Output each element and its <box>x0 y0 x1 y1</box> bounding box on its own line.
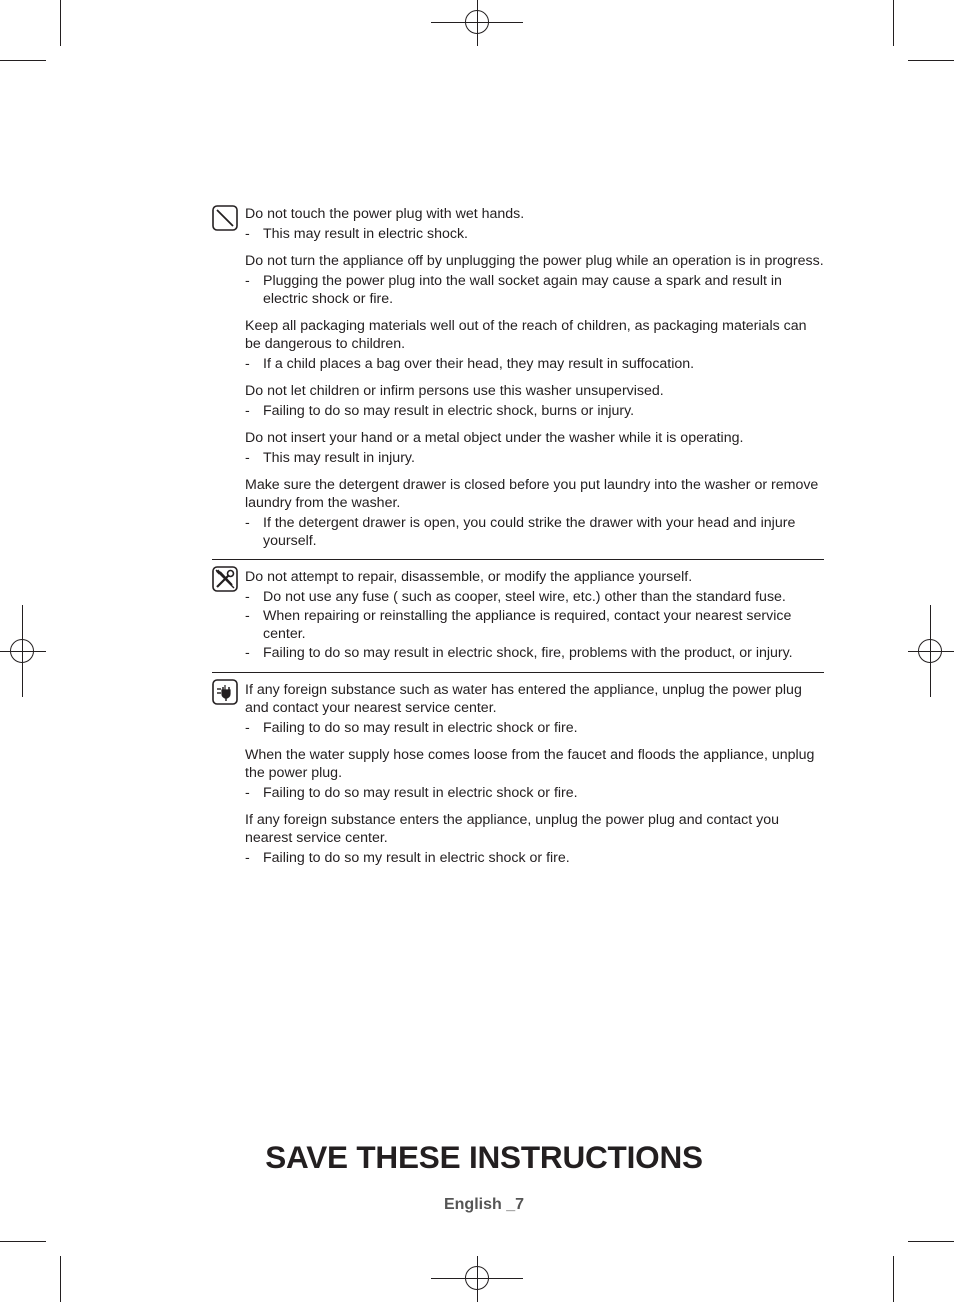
bullet-text: Failing to do so may result in electric shock, fire, problems with the product, or injury. <box>263 645 793 661</box>
prohibition-section <box>212 205 824 550</box>
bullet-point <box>245 449 824 467</box>
page-number: English _7 <box>443 1196 525 1213</box>
bullet-point <box>245 514 824 550</box>
warning-item <box>245 205 824 243</box>
item-title: If any foreign substance such as water has entered the appliance, unplug the power plug and contact your nearest service center. <box>245 682 802 716</box>
bullet-point <box>245 784 824 802</box>
bullet-point <box>245 402 824 420</box>
bullet-dash: - <box>245 226 250 242</box>
crop-mark <box>60 0 61 46</box>
bullet-dash: - <box>245 850 250 866</box>
unplug-section <box>212 672 824 867</box>
item-title: Keep all packaging materials well out of the reach of children, as packaging materials can be dangerous to children. <box>245 318 807 352</box>
safety-content <box>212 205 824 876</box>
item-title: Do not let children or infirm persons use this washer unsupervised. <box>245 383 664 399</box>
item-title: Do not attempt to repair, disassemble, or modify the appliance yourself. <box>245 569 693 585</box>
item-title: Do not turn the appliance off by unplugging the power plug while an operation is in progress. <box>245 253 824 269</box>
bullet-point <box>245 607 824 643</box>
registration-target <box>918 639 942 663</box>
bullet-text: Do not use any fuse ( such as cooper, steel wire, etc.) other than the standard fuse. <box>263 589 786 605</box>
prohibition-icon <box>212 205 238 231</box>
bullet-point <box>245 272 824 308</box>
bullet-dash: - <box>245 273 250 289</box>
bullet-point <box>245 588 824 606</box>
crop-mark <box>908 60 954 61</box>
no-disassembly-section <box>212 559 824 662</box>
bullet-dash: - <box>245 645 250 661</box>
bullet-text: When repairing or reinstalling the appliance is required, contact your nearest service center. <box>263 608 792 642</box>
bullet-point <box>245 719 824 737</box>
registration-target <box>465 10 489 34</box>
bullet-text: This may result in injury. <box>263 450 415 466</box>
item-title: Do not touch the power plug with wet hands. <box>245 206 525 222</box>
warning-item <box>245 811 824 867</box>
bullet-dash: - <box>245 356 250 372</box>
bullet-text: This may result in electric shock. <box>263 226 468 242</box>
unplug-icon <box>212 679 238 705</box>
bullet-text: If a child places a bag over their head, they may result in suffocation. <box>263 356 695 372</box>
bullet-text: Failing to do so may result in electric shock, burns or injury. <box>263 403 635 419</box>
warning-item <box>245 382 824 420</box>
bullet-point <box>245 644 824 662</box>
crop-mark <box>60 1256 61 1302</box>
item-title: Make sure the detergent drawer is closed before you put laundry into the washer or remove laundry from the washer. <box>245 477 819 511</box>
bullet-dash: - <box>245 589 250 605</box>
crop-mark <box>0 60 46 61</box>
bullet-dash: - <box>245 785 250 801</box>
warning-item <box>245 568 824 662</box>
bullet-text: Failing to do so my result in electric shock or fire. <box>263 850 570 866</box>
warning-item <box>245 681 824 737</box>
crop-mark <box>908 1241 954 1242</box>
item-title: If any foreign substance enters the appliance, unplug the power plug and contact you nearest service center. <box>245 812 779 846</box>
no-disassembly-icon <box>212 566 238 592</box>
bullet-dash: - <box>245 403 250 419</box>
item-title: Do not insert your hand or a metal object under the washer while it is operating. <box>245 430 744 446</box>
registration-target <box>10 639 34 663</box>
warning-item <box>245 317 824 373</box>
registration-target <box>465 1266 489 1290</box>
bullet-dash: - <box>245 450 250 466</box>
bullet-point <box>245 225 824 243</box>
warning-item <box>245 746 824 802</box>
bullet-text: If the detergent drawer is open, you could strike the drawer with your head and injure yourself. <box>263 515 796 549</box>
bullet-text: Plugging the power plug into the wall socket again may cause a spark and result in electric shock or fire. <box>263 273 782 307</box>
warning-item <box>245 429 824 467</box>
bullet-dash: - <box>245 720 250 736</box>
bullet-point <box>245 849 824 867</box>
bullet-text: Failing to do so may result in electric shock or fire. <box>263 720 578 736</box>
bullet-dash: - <box>245 608 250 624</box>
crop-mark <box>893 1256 894 1302</box>
bullet-dash: - <box>245 515 250 531</box>
warning-item <box>245 252 824 308</box>
item-title: When the water supply hose comes loose from the faucet and floods the appliance, unplug the power plug. <box>245 747 815 781</box>
warning-item <box>245 476 824 550</box>
crop-mark <box>893 0 894 46</box>
bullet-point <box>245 355 824 373</box>
save-instructions-heading: SAVE THESE INSTRUCTIONS <box>265 1139 703 1175</box>
crop-mark <box>0 1241 46 1242</box>
bullet-text: Failing to do so may result in electric shock or fire. <box>263 785 578 801</box>
